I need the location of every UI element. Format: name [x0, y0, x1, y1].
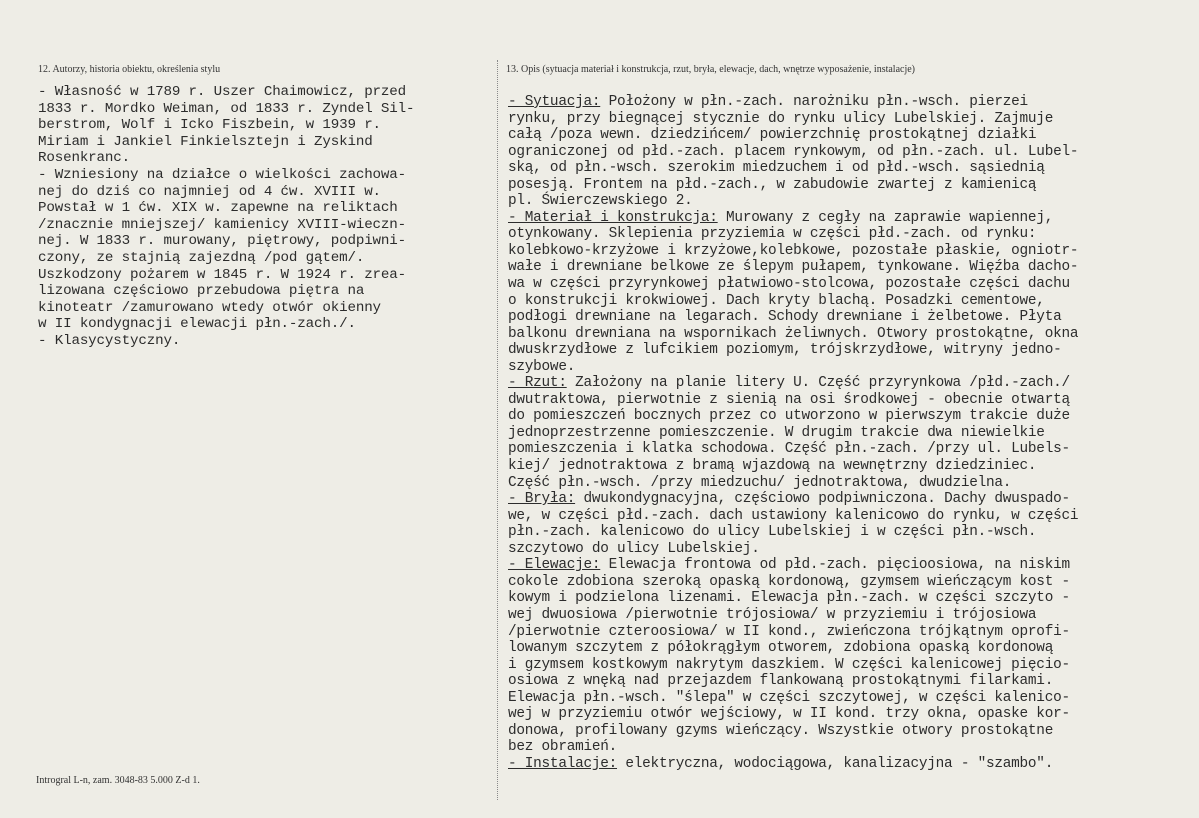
description-text-run: rynku, przy biegnącej stycznie do rynku ulicy Lubelskiej. Zajmuje [508, 110, 1054, 127]
description-line [508, 309, 1192, 326]
description-line [508, 640, 1192, 657]
history-line: Uszkodzony pożarem w 1845 r. W 1924 r. zrea- [38, 266, 407, 283]
description-text-run: Elewacja frontowa od płd.-zach. pięcioosiowa, na niskim [600, 557, 1070, 574]
description-line [508, 276, 1192, 293]
description-line [508, 193, 1192, 210]
description-line [508, 491, 1192, 508]
description-text-run: pomieszczenia i klatka schodowa. Część płn.-zach. /przy ul. Lubels- [508, 441, 1070, 458]
description-line [508, 590, 1192, 607]
subsection-heading: - Instalacje: [508, 755, 618, 772]
description-line [508, 259, 1192, 276]
description-line [508, 607, 1192, 624]
description-text-run: dwukondygnacyjna, częściowo podpiwniczona. Dachy dwuspado- [575, 491, 1070, 508]
description-text-run: wa w części przyrynkowej płatwiowo-stolcowa, pozostałe części dachu [508, 276, 1070, 293]
description-line [508, 210, 1192, 227]
history-line: - Własność w 1789 r. Uszer Chaimowicz, przed [38, 84, 407, 100]
history-line: kinoteatr /zamurowano wtedy otwór okienny [38, 299, 381, 316]
description-line [508, 326, 1192, 343]
description-text-run: Murowany z cegły na zaprawie wapiennej, [717, 209, 1054, 226]
description-line [508, 342, 1192, 359]
description-text-run: posesją. Frontem na płd.-zach., w zabudowie zwartej z kamienicą [508, 176, 1037, 193]
description-text-run: donowa, profilowany gzyms wieńczący. Wszystkie otwory prostokątne [508, 722, 1054, 739]
description-line [508, 458, 1192, 475]
history-line: berstrom, Wolf i Icko Fiszbein, w 1939 r. [38, 117, 381, 134]
description-line [508, 144, 1192, 161]
description-line [508, 226, 1192, 243]
description-text-run: szybowe. [508, 358, 576, 375]
description-line [508, 706, 1192, 723]
section-12-header: 12. Autorzy, historia obiektu, określenia stylu [38, 64, 221, 75]
history-line: 1833 r. Mordko Weiman, od 1833 r. Zyndel Sil- [38, 100, 415, 117]
description-line [508, 160, 1192, 177]
description-text-run: wej dwuosiowa /pierwotnie trójosiowa/ w przyziemiu i trójosiowa [508, 606, 1037, 623]
description-text-run: Część płn.-wsch. /przy miedzuchu/ jednotraktowa, dwudzielna. [508, 474, 1012, 491]
description-text-run: dwuskrzydłowe z lufcikiem poziomym, trójskrzydłowe, witryny jedno- [508, 342, 1062, 359]
description-line [508, 723, 1192, 740]
description-line [508, 243, 1192, 260]
description-line [508, 127, 1192, 144]
description-line [508, 408, 1192, 425]
description-text-run: kowym i podzielona lizenami. Elewacja płn.-zach. w części szczyto - [508, 590, 1070, 607]
description-text-run: balkonu drewniana na wspornikach żeliwnych. Otwory prostokątne, okna [508, 325, 1079, 342]
description-text-run: elektryczna, wodociągowa, kanalizacyjna - "szambo". [617, 755, 1054, 772]
description-text-run: wej w przyziemiu otwór wejściowy, w II kond. trzy okna, opaske kor- [508, 706, 1070, 723]
description-line [508, 359, 1192, 376]
description-line [508, 690, 1192, 707]
column-divider [497, 60, 498, 800]
description-line [508, 657, 1192, 674]
description-line [508, 574, 1192, 591]
history-line: - Wzniesiony na działce o wielkości zachowa- [38, 166, 407, 183]
section-13-header: 13. Opis (sytuacja materiał i konstrukcja, rzut, bryła, elewacje, dach, wnętrze wyposażenie, instalacje) [506, 64, 915, 75]
description-text-run: Położony w płn.-zach. narożniku płn.-wsch. pierzei [600, 94, 1028, 110]
description-text-run: Założony na planie litery U. Część przyrynkowa /płd.-zach./ [566, 375, 1070, 392]
description-text-run: do pomieszczeń bocznych przez co utworzono w pierwszym trakcie duże [508, 408, 1070, 425]
description-text-run: kolebkowo-krzyżowe i krzyżowe,kolebkowe, pozostałe płaskie, ogniotr- [508, 242, 1079, 259]
history-line: nej. W 1833 r. murowany, piętrowy, podpiwni- [38, 233, 407, 250]
description-line [508, 508, 1192, 525]
description-text-run: osiowa z wnęką nad przejazdem flankowaną prostokątnymi filarkami. [508, 673, 1054, 690]
description-text-run: i gzymsem kostkowym nakrytym daszkiem. W części kalenicowej pięcio- [508, 656, 1070, 673]
description-text-run: podłogi drewniane na legarach. Schody drewniane i żelbetowe. Płyta [508, 309, 1062, 326]
description-text-run: całą /poza wewn. dziedzińcem/ powierzchnię prostokątnej działki [508, 127, 1037, 144]
description-text-run: ograniczonej od płd.-zach. placem rynkowym, od płn.-zach. ul. Lubel- [508, 143, 1079, 160]
subsection-heading: - Sytuacja: [508, 94, 601, 110]
history-text [38, 84, 494, 350]
description-text [508, 94, 1192, 772]
history-line: czony, ze stajnią zajezdną /pod gątem/. [38, 249, 365, 266]
description-text-run: kiej/ jednotraktowa z bramą wjazdową na wewnętrzny dziedziniec. [508, 458, 1037, 475]
history-line: lizowana częściowo przebudowa piętra na [38, 283, 365, 300]
history-line: nej do dziś co najmniej od 4 ćw. XVIII w. [38, 183, 381, 200]
description-text-run: Elewacja płn.-wsch. "ślepa" w części szczytowej, w części kalenico- [508, 689, 1070, 706]
description-text-run: o konstrukcji krokwiowej. Dach kryty blachą. Posadzki cementowe, [508, 292, 1045, 309]
description-line [508, 541, 1192, 558]
description-text-run: bez obramień. [508, 739, 618, 756]
history-line: w II kondygnacji elewacji płn.-zach./. [38, 316, 356, 333]
description-line [508, 425, 1192, 442]
description-text-run: we, w części płd.-zach. dach ustawiony kalenicowo do rynku, w części [508, 507, 1079, 524]
description-line [508, 441, 1192, 458]
description-text-run: płn.-zach. kalenicowo do ulicy Lubelskiej i w części płn.-wsch. [508, 524, 1037, 541]
history-line: Rosenkranc. [38, 150, 131, 167]
description-line [508, 475, 1192, 492]
description-text-run: /pierwotnie czteroosiowa/ w II kond., zwieńczona trójkątnym oprofi- [508, 623, 1070, 640]
description-text-run: wałe i drewniane belkowe ze ślepym pułapem, tynkowane. Więźba dacho- [508, 259, 1079, 276]
subsection-heading: - Materiał i konstrukcja: [508, 209, 718, 226]
history-line: Miriam i Jankiel Finkielsztejn i Zyskind [38, 133, 373, 150]
description-line [508, 557, 1192, 574]
history-line: /znacznie mniejszej/ kamienicy XVIII-wieczn- [38, 216, 407, 233]
description-line [508, 739, 1192, 756]
history-line: Powstał w 1 ćw. XIX w. zapewne na reliktach [38, 200, 398, 217]
description-line [508, 94, 1192, 111]
description-text-run: cokole zdobiona szeroką opaską kordonową, gzymsem wieńczącym kost - [508, 573, 1070, 590]
description-line [508, 624, 1192, 641]
description-text-run: dwutraktowa, pierwotnie z sienią na osi środkowej - obecnie otwartą [508, 391, 1070, 408]
subsection-heading: - Rzut: [508, 375, 567, 392]
description-line [508, 177, 1192, 194]
description-text-run: otynkowany. Sklepienia przyziemia w części płd.-zach. od rynku: [508, 226, 1037, 243]
description-line [508, 111, 1192, 128]
description-line [508, 524, 1192, 541]
description-line [508, 375, 1192, 392]
description-text-run: pl. Świerczewskiego 2. [508, 193, 693, 210]
description-text-run: jednoprzestrzenne pomieszczenie. W drugim trakcie dwa niewielkie [508, 424, 1045, 441]
description-text-run: ską, od płn.-wsch. szerokim miedzuchem i od płd.-wsch. sąsiednią [508, 160, 1045, 177]
description-text-run: szczytowo do ulicy Lubelskiej. [508, 540, 760, 557]
description-text-run: lowanym szczytem z półokrągłym otworem, zdobiona opaską kordonową [508, 640, 1054, 657]
description-line [508, 392, 1192, 409]
description-line [508, 673, 1192, 690]
subsection-heading: - Elewacje: [508, 557, 601, 574]
printer-imprint: Introgral L-n, zam. 3048-83 5.000 Z-d 1. [36, 775, 200, 786]
history-line: - Klasycystyczny. [38, 332, 181, 349]
description-line [508, 293, 1192, 310]
subsection-heading: - Bryła: [508, 491, 576, 508]
description-line [508, 756, 1192, 773]
